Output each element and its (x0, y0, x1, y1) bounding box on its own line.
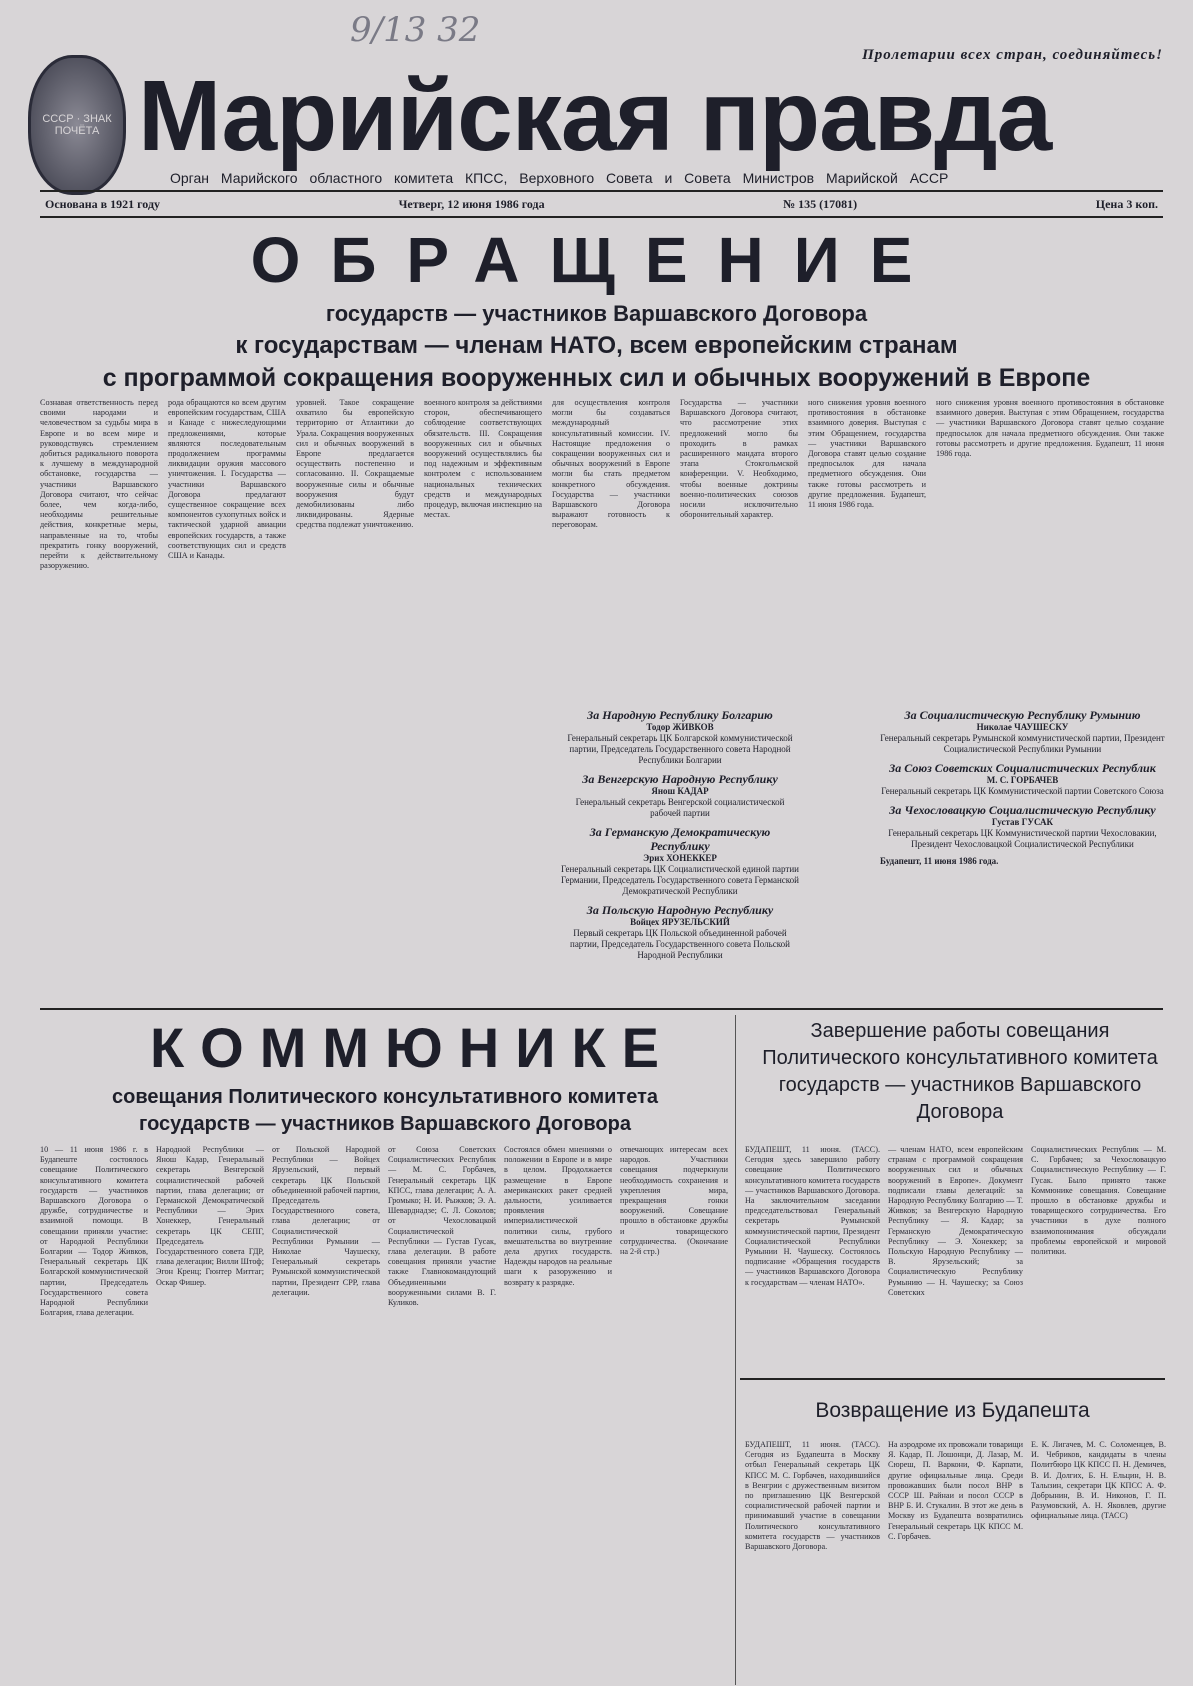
signature-block: За Народную Республику Болгарию Тодор ЖИВКОВ Генеральный секретарь ЦК Болгарской коммунистической партии, Председатель Государственного совета Народной Республики Болгарии (567, 708, 793, 765)
communique-column: от Союза Советских Социалистических Республик — М. С. Горбачев, Генеральный секретарь ЦК КПСС, глава делегации; А. А. Громыко; Н. И. Рыжков; Э. А. Шеварднадзе; С. Л. Соколов; от Чехословацкой Социалистической Республики — Густав Гусак, глава делегации. В работе совещания приняли участие также Главнокомандующий Объединенными вооруженными силами В. Г. Куликов. (388, 1145, 496, 1308)
appeal-column: ного снижения уровня военного противостояния в обстановке взаимного доверия. Выступая с этим Обращением, государства — участники Варшавского Договора ставят целью создание предпосылок для начала предметного обсуждения. Они также готовы рассмотреть и другие предложения. Будапешт, 11 июня 1986 года. (808, 398, 926, 510)
issue-number: № 135 (17081) (783, 197, 858, 211)
signature-block: За Социалистическую Республику Румынию Николае ЧАУШЕСКУ Генеральный секретарь Румынской коммунистической партии, Президент Социалистической Республики Румынии (880, 708, 1165, 754)
signature-block: За Союз Советских Социалистических Республик М. С. ГОРБАЧЕВ Генеральный секретарь ЦК Коммунистической партии Советского Союза (881, 761, 1164, 796)
founded: Основана в 1921 году (45, 197, 161, 211)
signature-block: За Германскую Демократическую Республику Эрих ХОНЕККЕР Генеральный секретарь ЦК Социалистической единой партии Германии, Председатель Государственного совета Германской Демократической Республики (560, 825, 799, 896)
communique-column: от Польской Народной Республики — Войцех Ярузельский, первый секретарь ЦК Польской объединенной рабочей партии, Председатель Государственного совета, глава делегации; от Социалистической Республики Румынии — Николае Чаушеску, Генеральный секретарь Румынской коммунистической партии, Президент СРР, глава делегации. (272, 1145, 380, 1297)
completion-column: Социалистических Республик — М. С. Горбачев; за Чехословацкую Социалистическую Республику — Г. Гусак. Было принято также Коммюнике совещания. Совещание прошло в обстановке дружбы и товарищеского сотрудничества. Его участники в духе полного взаимопонимания обсуждали проблемы европейской и мировой политики. (1031, 1145, 1166, 1257)
appeal-subtitle-3: с программой сокращения вооруженных сил и обычных вооружений в Европе (102, 364, 1091, 392)
communique-column: отвечающих интересам всех народов. Участники совещания подчеркнули необходимость сохранения и укрепления мира, прекращения гонки вооружений. Совещание прошло в обстановке дружбы и товарищеского сотрудничества. (Окончание на 2-й стр.) (620, 1145, 728, 1257)
appeal-column: ного снижения уровня военного противостояния в обстановке взаимного доверия. Выступая с этим Обращением, государства — участники Варшавского Договора ставят целью создание предпосылок для начала предметного обсуждения. Они также готовы рассмотреть и другие предложения. Будапешт, 11 июня 1986 года. (936, 398, 1164, 459)
handwritten-note: 9/13 32 (350, 10, 481, 50)
appeal-title: ОБРАЩЕНИЕ (250, 224, 943, 296)
divider (40, 216, 1163, 218)
communique-subtitle-2: государств — участников Варшавского Договора (139, 1113, 631, 1135)
signatures-left (560, 702, 800, 961)
communique-column: Народной Республики — Янош Кадар, Генеральный секретарь Венгерской социалистической рабочей партии, глава делегации; от Германской Демократической Республики — Эрих Хонеккер, Генеральный секретарь ЦК СЕПГ, Председатель Государственного совета ГДР, глава делегации; Вилли Штоф; Эгон Кренц; Гюнтер Миттаг; Оскар Фишер. (156, 1145, 264, 1287)
issue-date: Четверг, 12 июня 1986 года (398, 197, 545, 211)
column-divider (735, 1015, 736, 1685)
return-title: Возвращение из Будапешта (815, 1399, 1090, 1422)
order-emblem-icon: СССР · ЗНАК ПОЧЁТА (28, 55, 126, 195)
communique-title: КОММЮНИКЕ (150, 1016, 676, 1079)
signature-block: За Чехословацкую Социалистическую Республику Густав ГУСАК Генеральный секретарь ЦК Коммунистической партии Чехословакии, Президент Чехословацкой Социалистической Республики (888, 803, 1157, 849)
appeal-column: рода обращаются ко всем другим европейским государствам, США и Канаде с нижеследующими предложениями, которые являются последовательным продолжением программы ликвидации оружия массового уничтожения. I. Государства — участники Варшавского Договора предлагают существенное сокращение всех компонентов сухопутных войск и тактической ударной авиации европейских государств, а также соответствующих сил и средств США и Канады. (168, 398, 286, 561)
appeal-column: для осуществления контроля могли бы создаваться международный консультативный комиссии. IV. Настоящие предложения о сокращении вооруженных сил и обычных вооружений в Европе могли бы стать предметом конкретного обсуждения. Государства — участники Варшавского Договора выражают готовность к переговорам. (552, 398, 670, 530)
place-date: Будапешт, 11 июня 1986 года. (880, 856, 999, 866)
price: Цена 3 коп. (1095, 197, 1158, 211)
appeal-subtitle-1: государств — участников Варшавского Договора (325, 301, 868, 326)
signature-block: За Венгерскую Народную Республику Янош КАДАР Генеральный секретарь Венгерской социалистической рабочей партии (575, 772, 785, 818)
communique-subtitle-1: совещания Политического консультативного комитета (112, 1086, 658, 1108)
appeal-column: Государства — участники Варшавского Договора считают, что рассмотрение этих предложений могло бы проходить в рамках расширенного мандата второго этапа Стокгольмской конференции. V. Необходимо, чтобы военные доктрины военно-политических союзов носили исключительно оборонительный характер. (680, 398, 798, 520)
appeal-subtitle-2: к государствам — членам НАТО, всем европейским странам (235, 332, 958, 359)
communique-column: 10 — 11 июня 1986 г. в Будапеште состоялось совещание Политического консультативного комитета государств — участников Варшавского Договора о дружбе, сотрудничестве и взаимной помощи. В совещании приняли участие: от Народной Республики Болгарии — Тодор Живков, Генеральный секретарь ЦК Болгарской коммунистической партии, Председатель Государственного совета Народной Республики Болгария, глава делегации. (40, 1145, 148, 1318)
signature-block: За Польскую Народную Республику Войцех ЯРУЗЕЛЬСКИЙ Первый секретарь ЦК Польской объединенной рабочей партии, Председатель Государственного совета Польской Народной Республики (570, 903, 790, 960)
communique-column: Состоялся обмен мнениями о положении в Европе и в мире в целом. Продолжается размещение в Европе американских ракет средней дальности, усиливается проявления империалистической политики силы, грубого вмешательства во внутренние дела других государств. Надежды народов на реальные шаги к разоружению и возврату к разрядке. (504, 1145, 612, 1287)
return-column: На аэродроме их провожали товарищи Я. Кадар, П. Лошонци, Д. Лазар, М. Сюреш, П. Варкони, Ф. Карпати, другие официальные лица. Среди провожавших были посол ВНР в СССР Ш. Райнаи и посол СССР в ВНР Б. И. Стукалин. В этот же день в Москву из Будапешта возвратились Генеральный секретарь ЦК КПСС М. С. Горбачев. (888, 1440, 1023, 1541)
completion-column: — членам НАТО, всем европейским странам с программой сокращения вооруженных сил и обычных вооружений в Европе». Документ подписали главы делегаций: за Народную Республику Болгарию — Т. Живков; за Венгерскую Народную Республику — Я. Кадар; за Германскую Демократическую Республику — Э. Хонеккер; за Польскую Народную Республику — В. Ярузельский; за Социалистическую Республику Румынию — Н. Чаушеску; за Союз Советских (888, 1145, 1023, 1297)
appeal-column: уровней. Такое сокращение охватило бы европейскую территорию от Атлантики до Урала. Сокращения вооруженных сил и обычных вооружений в Европе предлагается осуществить постепенно и согласованно. II. Сокращаемые вооруженные силы и обычные вооружения будут демобилизованы либо ликвидированы. Ядерные средства подлежат уничтожению. (296, 398, 414, 530)
appeal-column: военного контроля за действиями сторон, обеспечивающего соблюдение соответствующих обязательств. III. Сокращения вооруженных сил и обычных вооружений осуществлялись бы под надежным и эффективным контролем с использованием национальных технических средств и международных процедур, включая инспекцию на местах. (424, 398, 542, 520)
completion-column: БУДАПЕШТ, 11 июня. (ТАСС). Сегодня здесь завершило работу совещание Политического консультативного комитета государств — участников Варшавского Договора. На заключительном заседании председательствовал Генеральный секретарь Румынской коммунистической партии, Президент Социалистической Республики Румынии Н. Чаушеску. Состоялось подписание «Обращения государств — участников Варшавского Договора к государствам — членам НАТО». (745, 1145, 880, 1287)
return-column: БУДАПЕШТ, 11 июня. (ТАСС). Сегодня из Будапешта в Москву отбыл Генеральный секретарь ЦК КПСС М. С. Горбачев, находившийся в Венгрии с дружественным визитом по приглашению ЦК Венгерской социалистической рабочей партии и принимавший участие в совещании Политического консультативного комитета государств — участников Варшавского Договора. (745, 1440, 880, 1552)
return-column: Е. К. Лигачев, М. С. Соломенцев, В. И. Чебриков, кандидаты в члены Политбюро ЦК КПСС П. Н. Демичев, В. И. Долгих, Б. Н. Ельцин, Н. В. Талызин, секретари ЦК КПСС А. Ф. Добрынин, В. И. Никонов, Г. П. Разумовский, А. Н. Яковлев, другие официальные лица. (ТАСС) (1031, 1440, 1166, 1521)
divider (740, 1378, 1165, 1380)
motto: Пролетарии всех стран, соединяйтесь! (862, 47, 1163, 63)
masthead-organ: Орган Марийского областного комитета КПСС, Верховного Совета и Совета Министров Марийской АССР (170, 170, 949, 186)
divider (40, 1008, 1163, 1010)
signatures-right (880, 702, 1165, 867)
appeal-column: Сознавая ответственность перед своими народами и человечеством за судьбы мира в Европе и во всем мире и руководствуясь стремлением добиться радикального поворота к лучшему в международной обстановке, государства — участники Варшавского Договора считают, что сейчас более, чем когда-либо, необходимы решительные действия, конкретные меры, направленные на то, чтобы прекратить гонку вооружений, перейти к действительному разоружению. (40, 398, 158, 571)
masthead-title: Марийская правда (138, 60, 1052, 172)
completion-title: Завершение работы совещания Политического консультативного комитета государств — участников Варшавского Договора (762, 1020, 1158, 1123)
divider (40, 190, 1163, 192)
dateline (45, 197, 1158, 212)
